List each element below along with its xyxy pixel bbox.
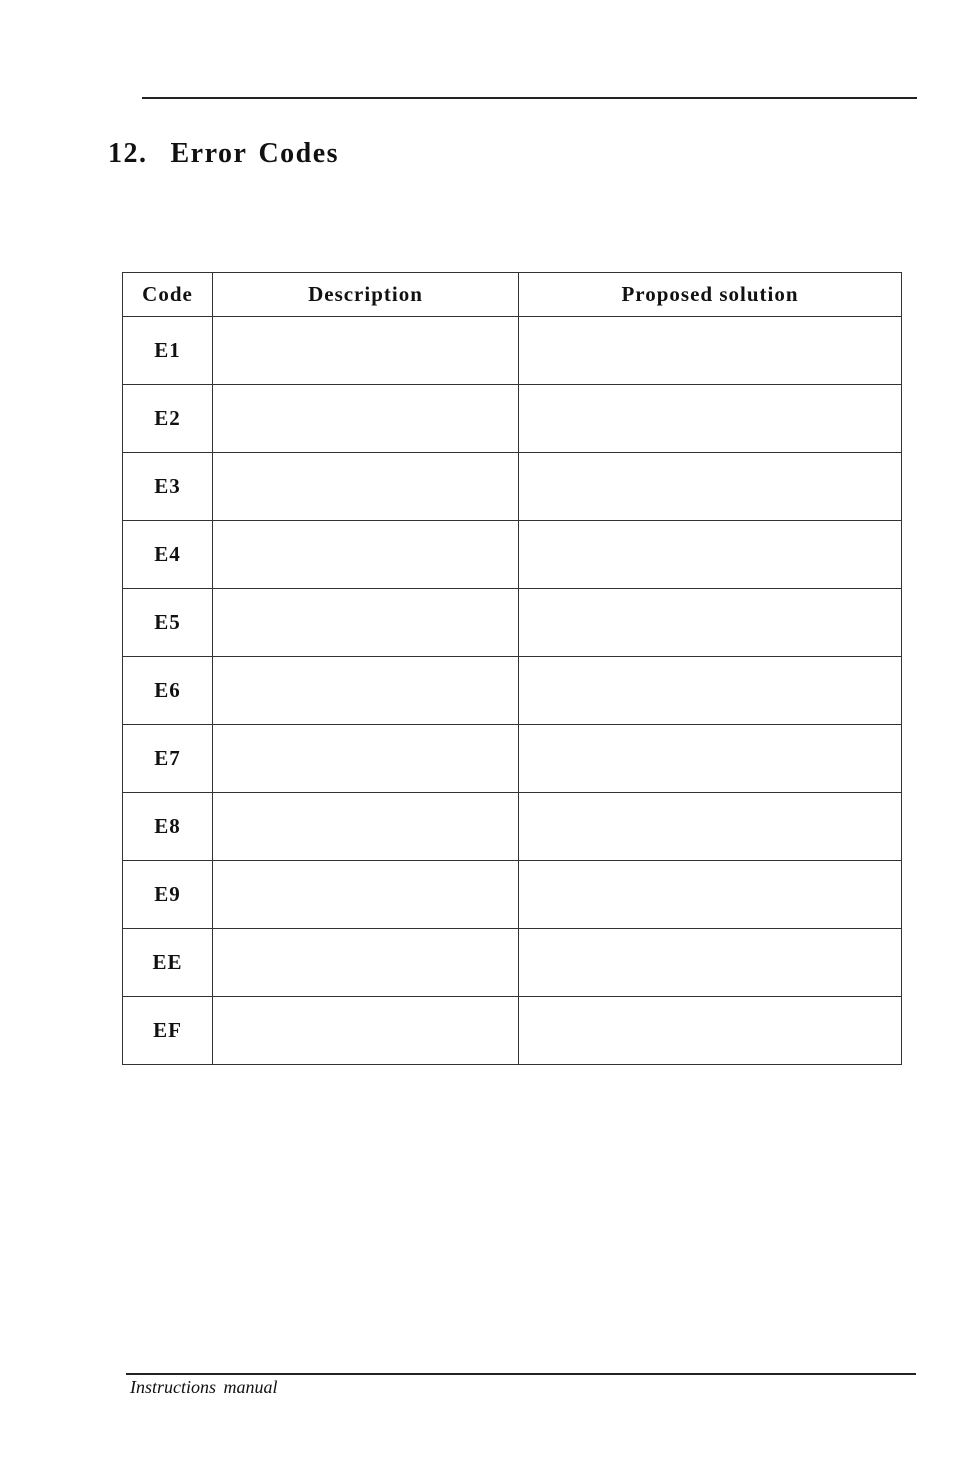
error-code-cell: EF [123,997,213,1065]
description-cell [213,793,519,861]
table-row [123,385,902,453]
table-row [123,453,902,521]
solution-cell [519,521,902,589]
error-codes-table [122,272,902,1065]
solution-cell [519,385,902,453]
error-code-cell: EE [123,929,213,997]
error-code-cell: E3 [123,453,213,521]
table-row [123,997,902,1065]
solution-cell [519,317,902,385]
footer-rule [126,1373,916,1375]
description-cell [213,997,519,1065]
description-cell [213,521,519,589]
solution-cell [519,793,902,861]
description-cell [213,385,519,453]
error-code-cell: E7 [123,725,213,793]
description-cell [213,929,519,997]
solution-cell [519,589,902,657]
error-code-cell: E9 [123,861,213,929]
solution-cell [519,657,902,725]
header-solution: Proposed solution [519,273,902,317]
section-title-text: Error Codes [170,138,340,169]
description-cell [213,861,519,929]
description-cell [213,657,519,725]
header-code: Code [123,273,213,317]
description-cell [213,453,519,521]
solution-cell [519,861,902,929]
description-cell [213,317,519,385]
solution-cell [519,453,902,521]
solution-cell [519,725,902,793]
table-row [123,725,902,793]
description-cell [213,589,519,657]
solution-cell [519,929,902,997]
table-row [123,521,902,589]
error-code-cell: E2 [123,385,213,453]
header-rule [142,97,917,99]
error-code-cell: E8 [123,793,213,861]
section-number: 12. [108,138,148,169]
error-code-cell: E5 [123,589,213,657]
error-code-cell: E4 [123,521,213,589]
solution-cell [519,997,902,1065]
header-description: Description [213,273,519,317]
table-row [123,861,902,929]
error-code-cell: E1 [123,317,213,385]
description-cell [213,725,519,793]
table-row [123,317,902,385]
page-title [108,138,339,170]
table-row [123,793,902,861]
table-row [123,657,902,725]
table-row [123,589,902,657]
table-row [123,929,902,997]
table-header-row [123,273,902,317]
error-code-cell: E6 [123,657,213,725]
footer-label: Instructions manual [130,1377,278,1397]
